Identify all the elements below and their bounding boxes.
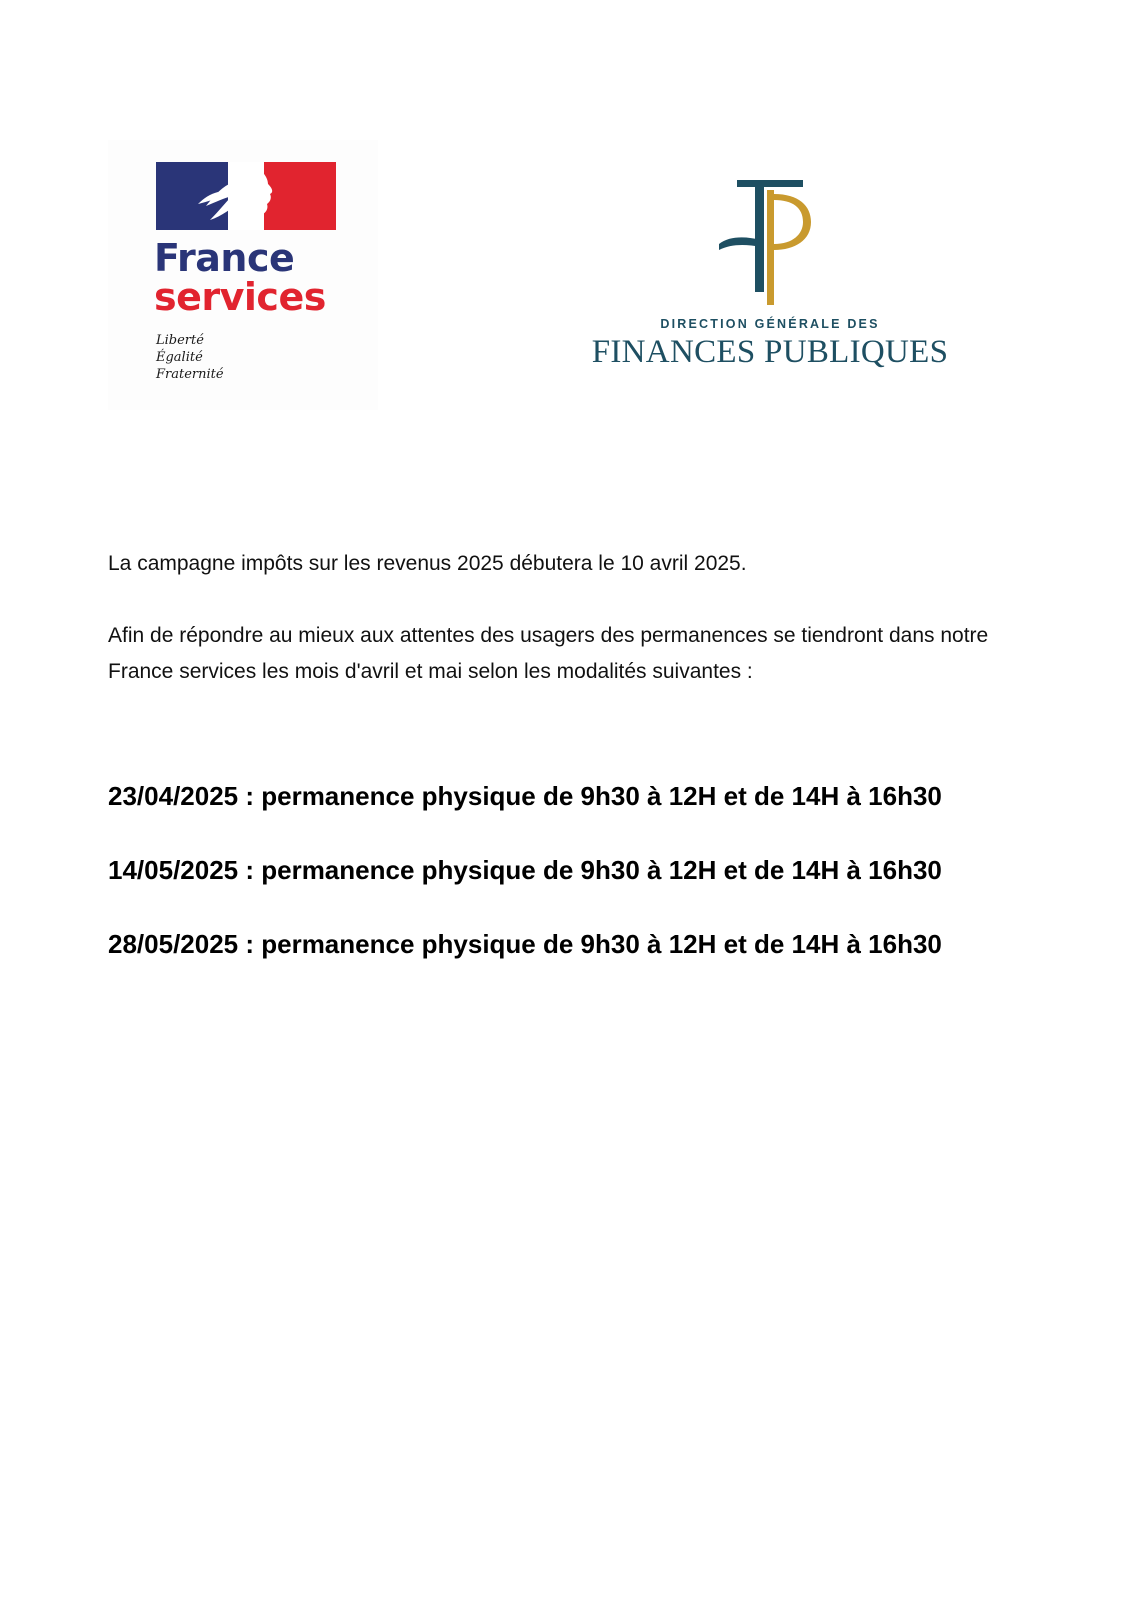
france-services-name-line1: France (154, 236, 295, 280)
marianne-flag-icon (156, 162, 336, 230)
motto-fraternite: Fraternité (156, 367, 224, 382)
dgfip-title-line2: FINANCES PUBLIQUES (591, 334, 949, 370)
schedule-list (108, 780, 1048, 1002)
france-services-logo (108, 140, 378, 410)
motto-egalite: Égalité (156, 350, 203, 365)
fp-monogram-icon (715, 178, 815, 308)
details-paragraph: Afin de répondre au mieux aux attentes des usagers des permanences se tiendront dans notre France services les mois d'avril et mai selon les modalités suivantes : (108, 624, 989, 683)
france-services-name-line2: services (154, 275, 326, 319)
intro-paragraph: La campagne impôts sur les revenus 2025 débutera le 10 avril 2025. (108, 552, 747, 575)
schedule-item: 14/05/2025 : permanence physique de 9h30 à 12H et de 14H à 16h30 (108, 855, 942, 885)
republic-motto (156, 332, 224, 383)
dgfip-logo (580, 170, 960, 380)
schedule-item: 23/04/2025 : permanence physique de 9h30 à 12H et de 14H à 16h30 (108, 781, 942, 811)
schedule-item: 28/05/2025 : permanence physique de 9h30 à 12H et de 14H à 16h30 (108, 929, 942, 959)
motto-liberte: Liberté (156, 333, 204, 348)
dgfip-title-line1: DIRECTION GÉNÉRALE DES (660, 317, 880, 331)
